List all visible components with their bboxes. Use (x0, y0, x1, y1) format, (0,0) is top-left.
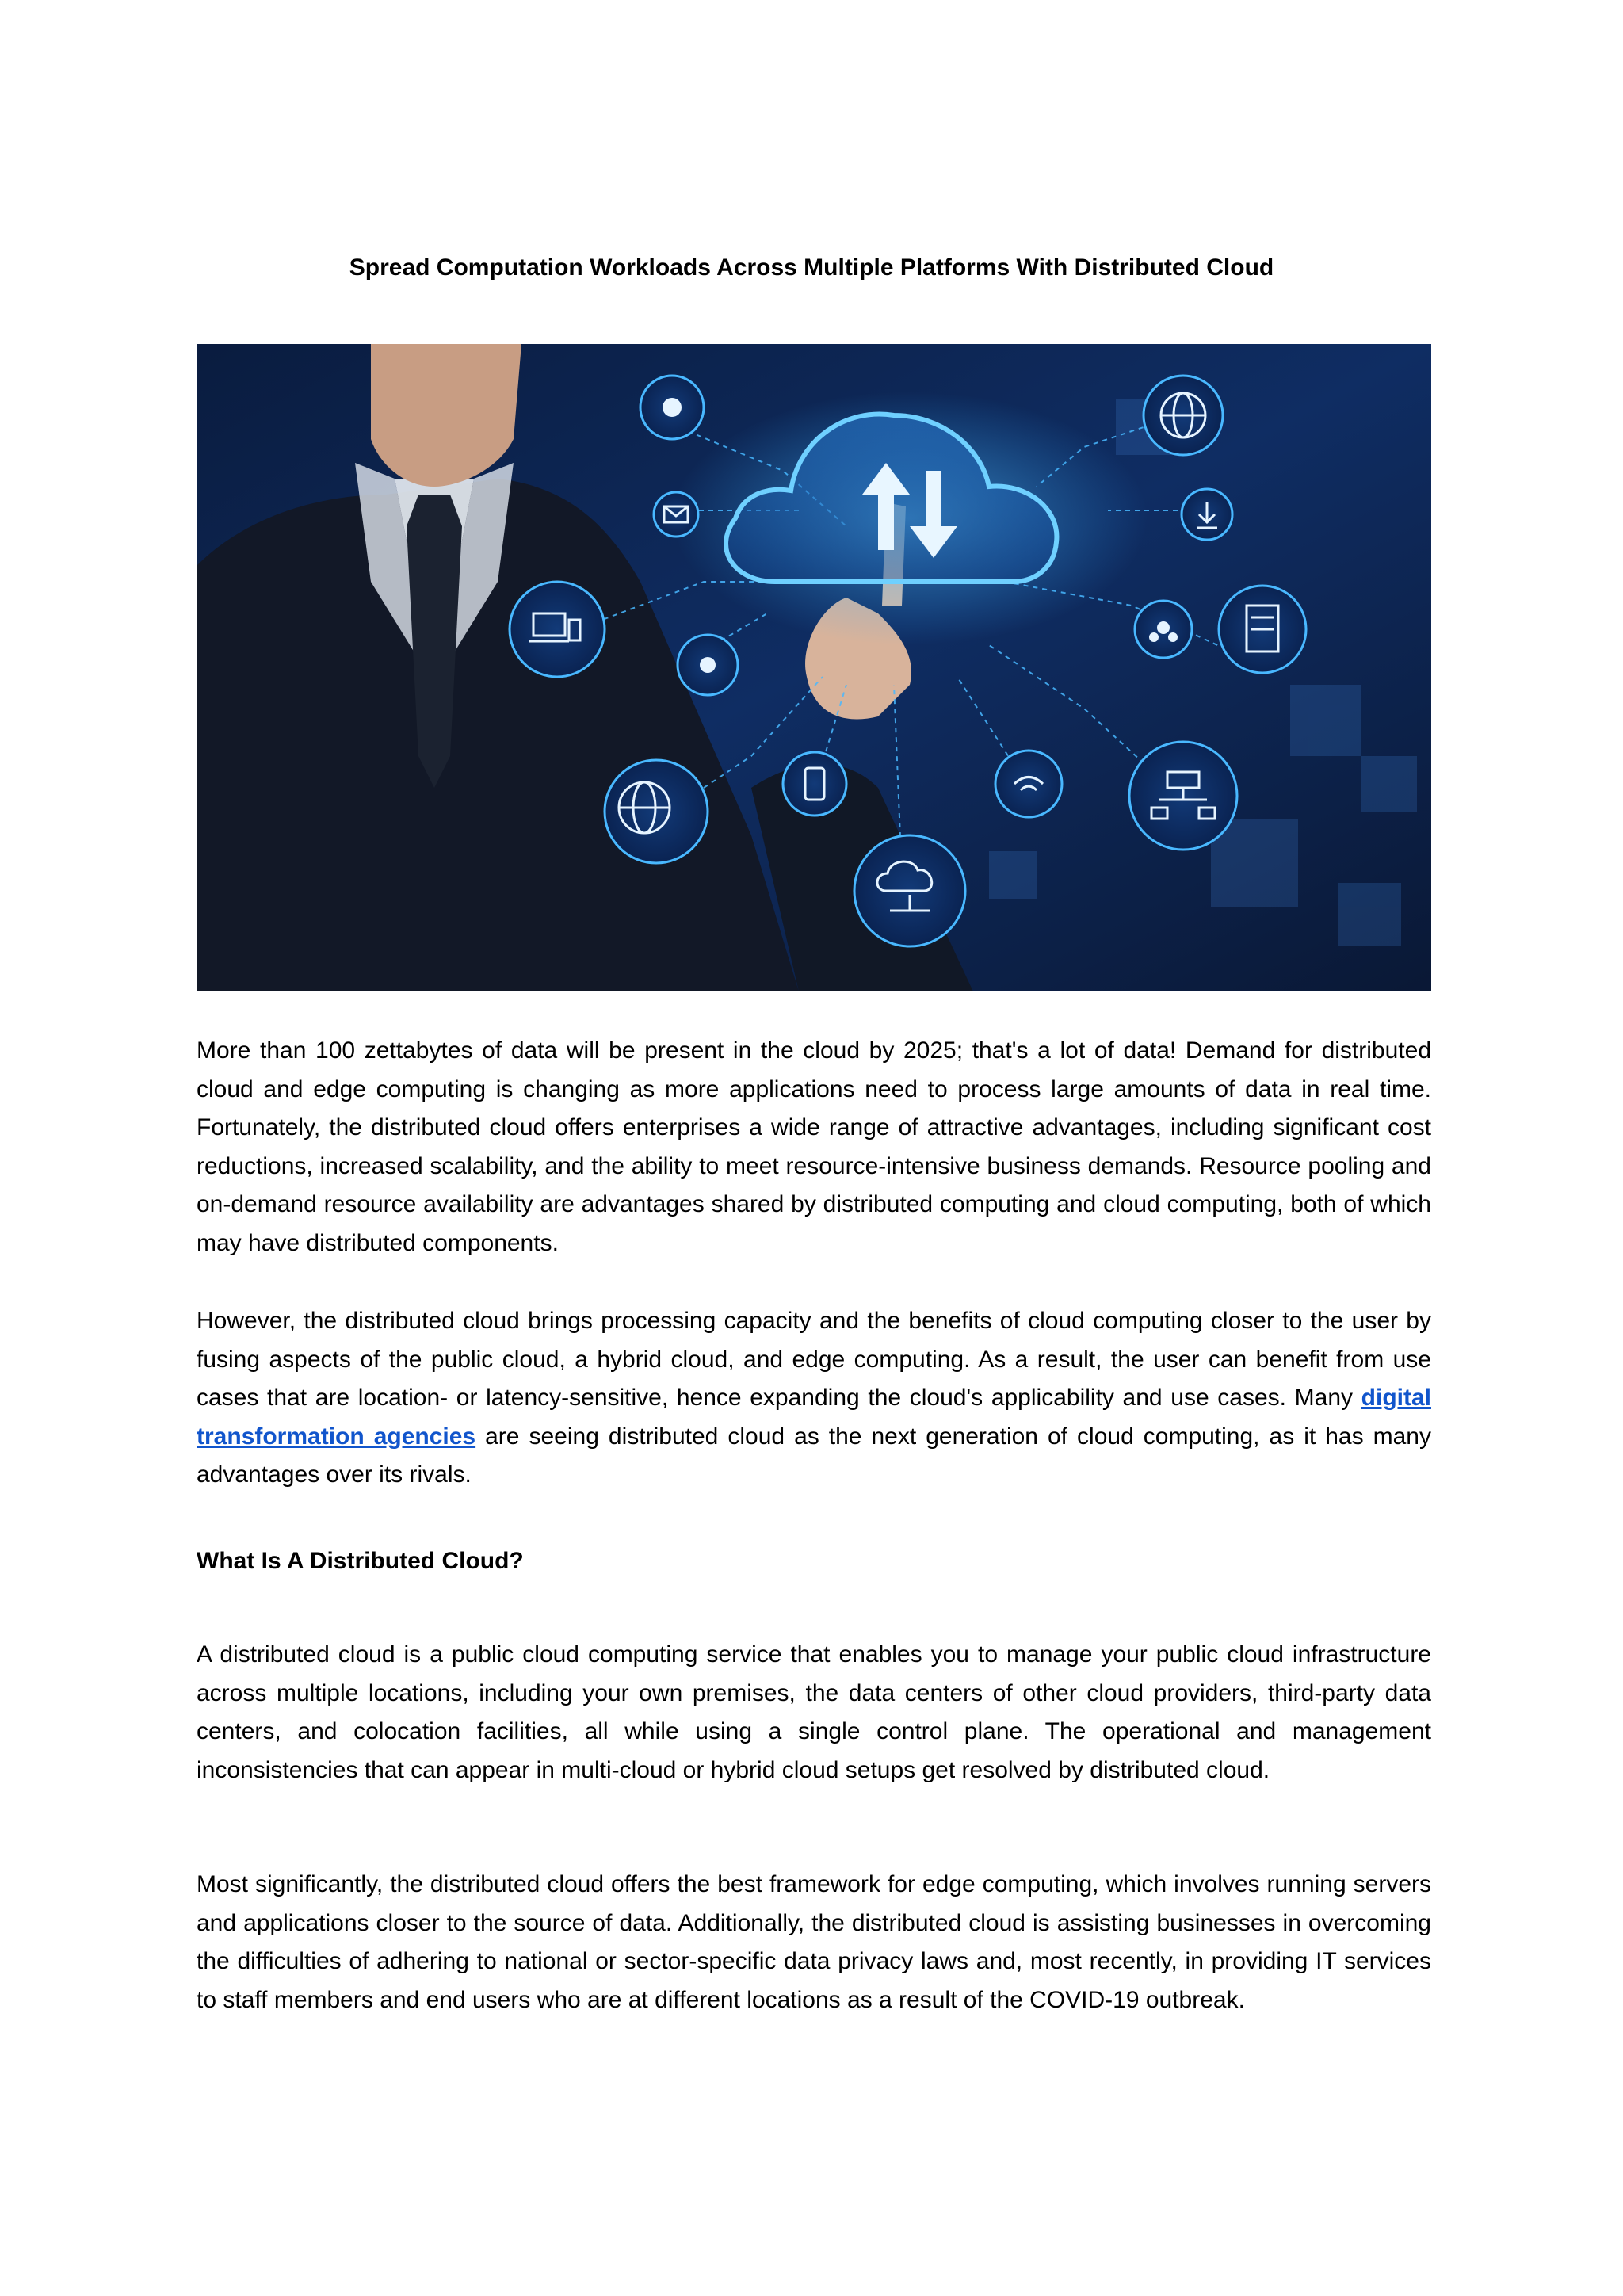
hero-image (197, 344, 1431, 991)
document-title: Spread Computation Workloads Across Multiple Platforms With Distributed Cloud (349, 254, 1274, 281)
paragraph-edge-computing: Most significantly, the distributed cloud offers the best framework for edge computing, which involves running servers and applications closer to the source of data. Additionally, the distributed cloud is assisting businesses in overcoming the difficulties of adhering to national or sector-specific data privacy laws and, most recently, in providing IT services to staff members and end users who are at different locations as a result of the COVID-19 outbreak. (197, 1871, 1431, 2013)
paragraph-text-before-link: However, the distributed cloud brings processing capacity and the benefits of cloud computing closer to the user by fusing aspects of the public cloud, a hybrid cloud, and edge computing. As a result, the user can benefit from use cases that are location- or latency-sensitive, hence expanding the cloud's applicability and use cases. Many (197, 1308, 1431, 1411)
mobile-icon (783, 752, 846, 816)
paragraph-text-after-link: are seeing distributed cloud as the next generation of cloud computing, as it has many advantages over its rivals. (197, 1423, 1431, 1488)
paragraph-definition: A distributed cloud is a public cloud computing service that enables you to manage your public cloud infrastructure across multiple locations, including your own premises, the data centers of other cloud providers, third-party data centers, and colocation facilities, all while using a single control plane. The operational and management inconsistencies that can appear in multi-cloud or hybrid cloud setups get resolved by distributed cloud. (197, 1641, 1431, 1783)
paragraph-intro: More than 100 zettabytes of data will be present in the cloud by 2025; that's a lot of data! Demand for distributed cloud and edge computing is changing as more applications need to process large amounts of data in real time. Fortunately, the distributed cloud offers enterprises a wide range of attractive advantages, including significant cost reductions, increased scalability, and the ability to meet resource-intensive business demands. Resource pooling and on-demand resource availability are advantages shared by distributed computing and cloud computing, both of which may have distributed components. (197, 1037, 1431, 1256)
mail-icon (654, 492, 698, 537)
wifi-icon (995, 751, 1062, 817)
paragraph-distributed-benefits (197, 1302, 1431, 1495)
devices-icon (510, 582, 605, 677)
section-heading: What Is A Distributed Cloud? (197, 1548, 524, 1574)
digital-transformation-agencies-link[interactable]: digital transformation agencies (197, 1385, 1431, 1450)
